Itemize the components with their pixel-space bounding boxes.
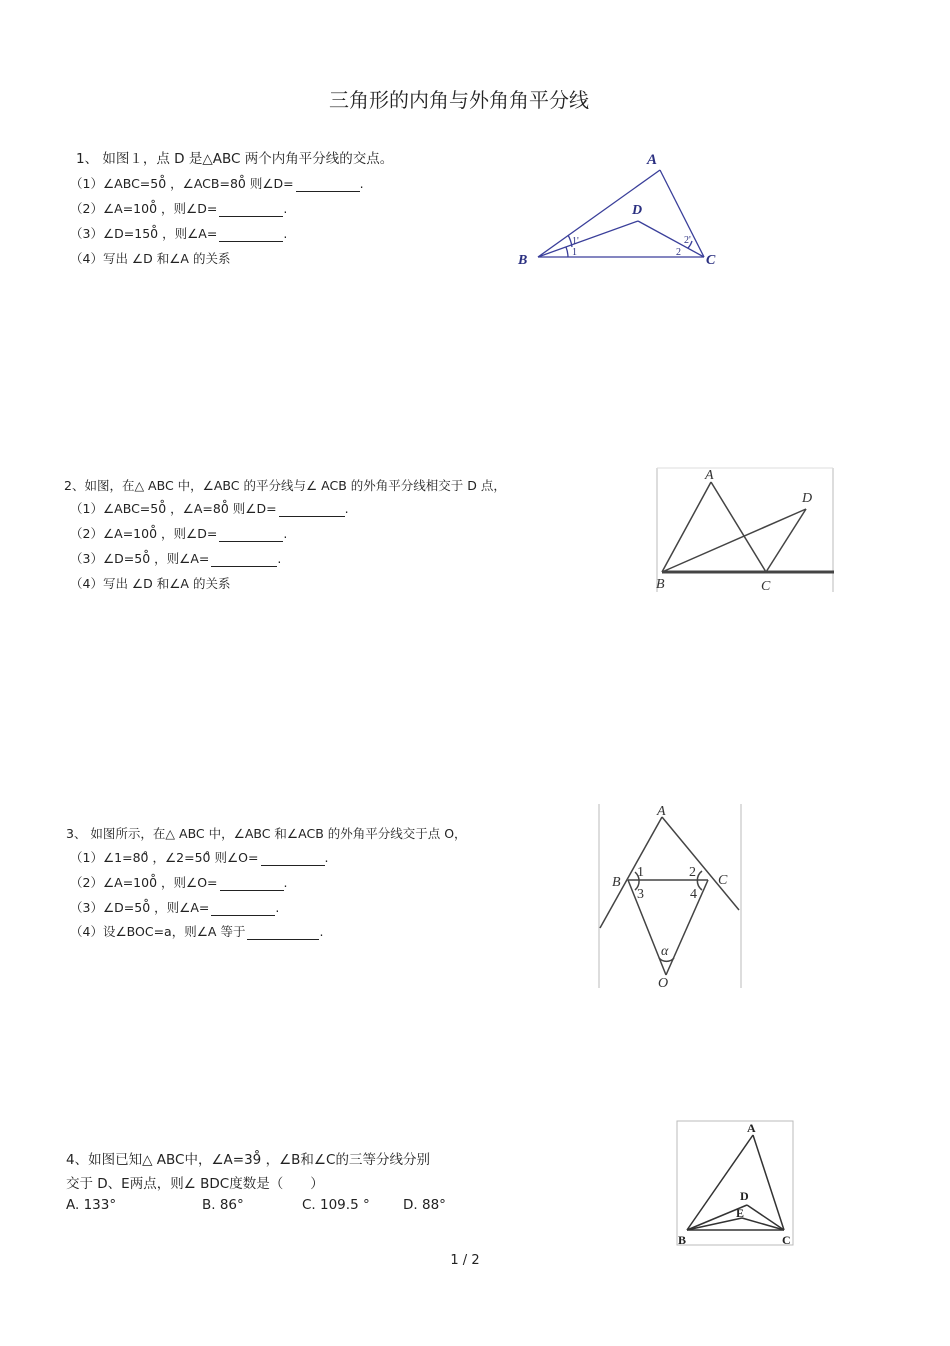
angle-label-1-prime: 1': [572, 236, 579, 247]
label-d: D: [740, 1189, 749, 1203]
q2-item-4: （4）写出 ∠D 和∠A 的关系: [70, 576, 231, 591]
answer-blank[interactable]: [279, 503, 345, 517]
label-a: A: [705, 468, 714, 483]
q3-heading: 3、 如图所示，在△ ABC 中，∠ABC 和∠ACB 的外角平分线交于点 O，: [66, 826, 467, 841]
q1-item-3-text: （3）∠D=150̊ ，则∠A=: [70, 226, 218, 241]
option-b[interactable]: B. 86°: [202, 1197, 244, 1213]
label-c: C: [718, 873, 728, 888]
label-c: C: [782, 1233, 791, 1247]
q3-item-2-tail: .: [283, 875, 288, 890]
answer-blank[interactable]: [296, 178, 360, 192]
angle-label-1: 1: [637, 865, 644, 880]
q1-item-2-text: （2）∠A=100̊ ，则∠D=: [70, 201, 218, 216]
q2-item-2-text: （2）∠A=100̊ ，则∠D=: [70, 526, 218, 541]
label-a: A: [747, 1121, 756, 1135]
q3-figure: [596, 802, 746, 992]
q2-item-3-text: （3）∠D=50̊ ，则∠A=: [70, 551, 210, 566]
page-title: 三角形的内角与外角角平分线: [329, 88, 589, 112]
q1-item-1: [70, 174, 364, 192]
angle-label-4: 4: [690, 887, 697, 902]
answer-blank[interactable]: [211, 553, 277, 567]
q3-item-1: [70, 848, 328, 866]
q2-item-1-tail: .: [344, 501, 349, 516]
q4-options: [66, 1197, 486, 1217]
label-c: C: [761, 579, 771, 594]
answer-blank[interactable]: [220, 877, 284, 891]
q2-figure: [650, 466, 836, 596]
q1-figure: [512, 148, 732, 270]
answer-blank[interactable]: [219, 203, 283, 217]
q3-item-2: [70, 873, 288, 891]
option-a[interactable]: A. 133°: [66, 1197, 117, 1213]
label-e: E: [736, 1206, 745, 1220]
angle-label-2: 2: [676, 247, 681, 258]
label-a: A: [647, 152, 658, 168]
label-c: C: [706, 253, 716, 268]
q3-item-4-text: （4）设∠BOC=a，则∠A 等于: [70, 924, 246, 939]
label-d: D: [632, 203, 643, 218]
answer-blank[interactable]: [247, 926, 319, 940]
q1-item-1-tail: .: [359, 176, 364, 191]
q1-item-4: （4）写出 ∠D 和∠A 的关系: [70, 251, 231, 266]
angle-label-alpha: α: [661, 944, 669, 959]
q3-item-2-text: （2）∠A=100̊ ，则∠O=: [70, 875, 218, 890]
q1-heading: 1、 如图１，点 D 是△ABC 两个内角平分线的交点。: [76, 151, 394, 167]
answer-blank[interactable]: [219, 228, 283, 242]
q4-line-1: 4、如图已知△ ABC中，∠A=39̊ ，∠B和∠C的三等分线分别: [66, 1152, 430, 1168]
angle-label-1: 1: [572, 247, 577, 258]
q3-item-1-tail: .: [324, 850, 329, 865]
q1-item-1-text: （1）∠ABC=50̊ ，∠ACB=80̊ 则∠D=: [70, 176, 294, 191]
label-b: B: [518, 253, 528, 268]
q3-item-3-text: （3）∠D=50̊ ，则∠A=: [70, 900, 210, 915]
answer-blank[interactable]: [261, 852, 325, 866]
angle-label-2: 2: [689, 865, 696, 880]
q2-item-2: [70, 524, 287, 542]
q1-item-3-tail: .: [283, 226, 288, 241]
q2-item-3-tail: .: [277, 551, 282, 566]
q1-item-2-tail: .: [283, 201, 288, 216]
label-o: O: [658, 976, 669, 991]
q2-item-2-tail: .: [283, 526, 288, 541]
label-a: A: [657, 804, 666, 819]
angle-label-3: 3: [637, 887, 644, 902]
q2-heading: 2、如图，在△ ABC 中，∠ABC 的平分线与∠ ACB 的外角平分线相交于 D 点，: [64, 478, 506, 493]
q3-item-3-tail: .: [275, 900, 280, 915]
q2-item-1-text: （1）∠ABC=50̊ ，∠A=80̊ 则∠D=: [70, 501, 277, 516]
q3-item-3: [70, 898, 279, 916]
answer-blank[interactable]: [219, 528, 283, 542]
answer-blank[interactable]: [211, 902, 275, 916]
q1-item-3: [70, 224, 287, 242]
q2-item-3: [70, 549, 281, 567]
q3-item-1-text: （1）∠1=80̊ ，∠2=50̊ 则∠O=: [70, 850, 259, 865]
q4-figure: [674, 1118, 798, 1248]
option-d[interactable]: D. 88°: [403, 1197, 446, 1213]
q4-line-2: 交于 D、E两点，则∠ BDC度数是（ ）: [66, 1176, 324, 1192]
q1-item-2: [70, 199, 287, 217]
angle-label-2-prime: 2': [684, 235, 691, 246]
label-d: D: [802, 491, 813, 506]
option-c[interactable]: C. 109.5 °: [302, 1197, 370, 1213]
label-b: B: [656, 577, 665, 592]
q3-item-4-tail: .: [319, 924, 324, 939]
q3-item-4: [70, 922, 323, 940]
q2-item-1: [70, 499, 349, 517]
page-number: 1 / 2: [450, 1253, 480, 1268]
label-b: B: [678, 1233, 687, 1247]
label-b: B: [612, 875, 621, 890]
